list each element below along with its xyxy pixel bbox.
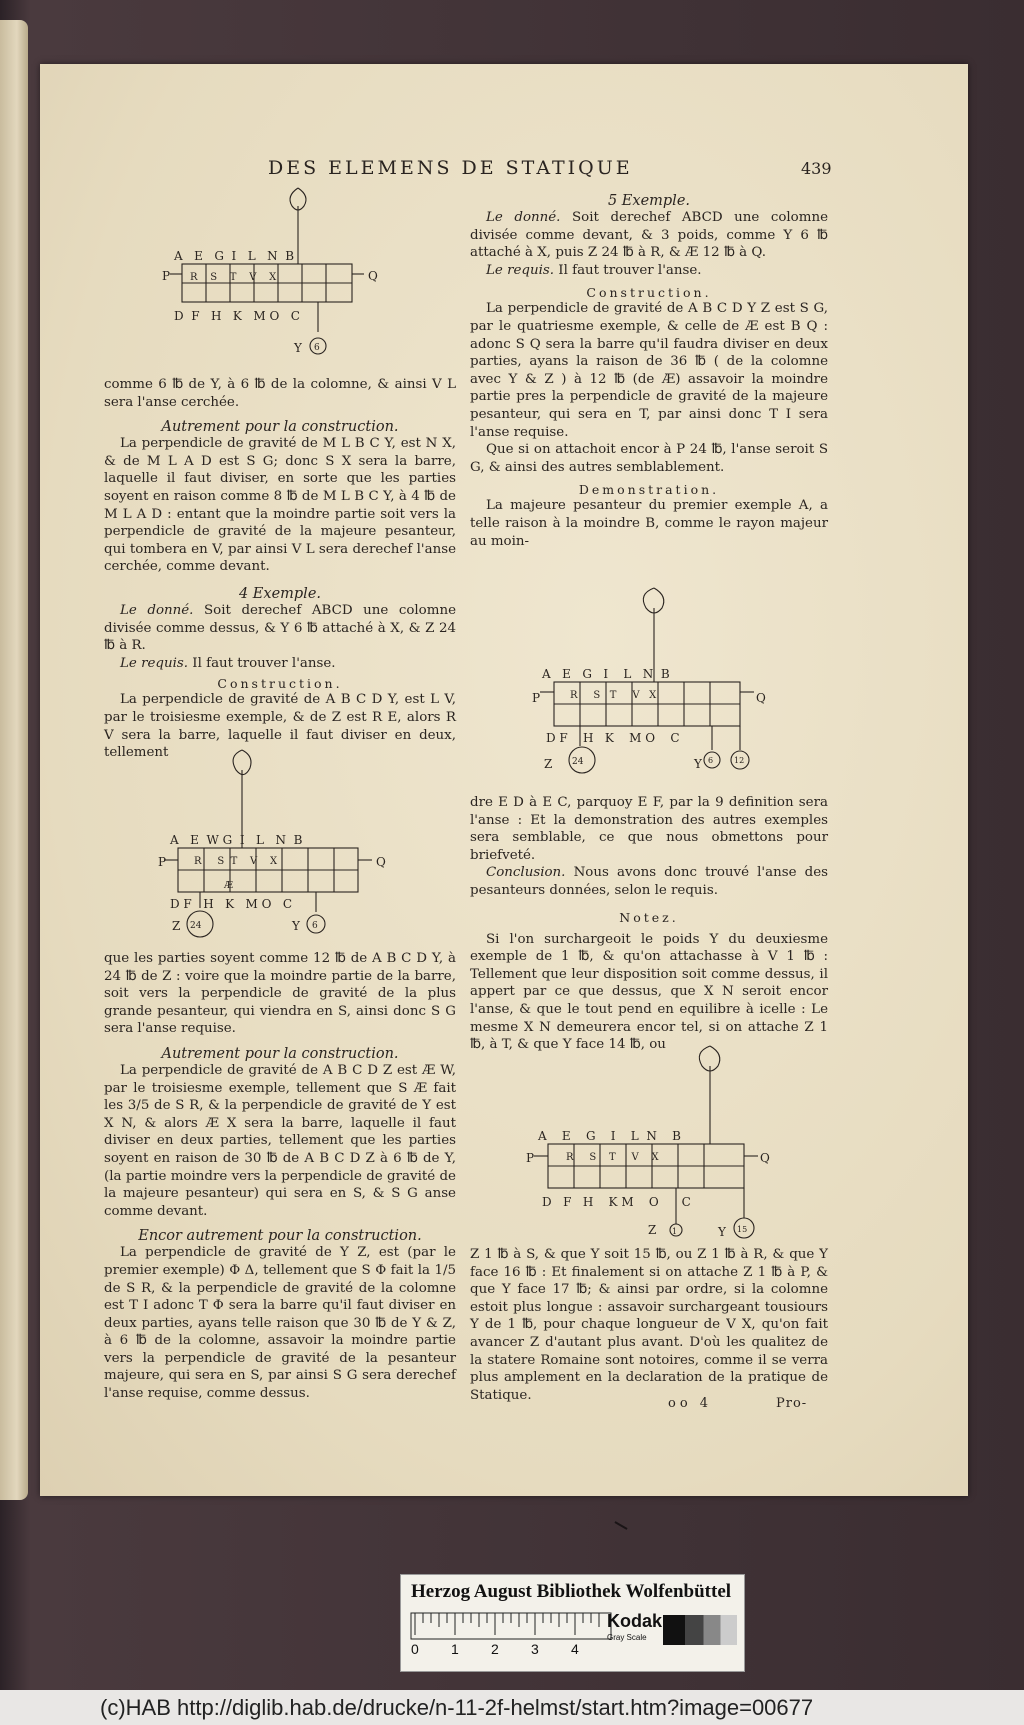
running-head: DES ELEMENS DE STATIQUE — [268, 157, 633, 179]
right-heading-notez: Notez. — [619, 909, 679, 925]
right-para-requis — [470, 262, 828, 280]
donne-label-right: Le donné. — [486, 210, 561, 225]
left-para-requis — [104, 655, 456, 673]
donne-text-right: Soit derechef ABCD une colomne divisée comme devant, & 3 poids, comme Y 6 ℔ attaché à X, puis Z 24 ℔ à R, & Æ 12 ℔ à Q. — [470, 210, 828, 261]
figure-3 — [530, 586, 780, 776]
kodak-logo: Kodak — [607, 1611, 663, 1631]
right-column-lower — [470, 1246, 828, 1404]
fig1-top-labels: A E G I L N B — [174, 249, 295, 263]
library-color-card: Herzog August Bibliothek Wolfenbüttel 0 1 2 3 4 Kodak Gray Scale — [400, 1574, 745, 1672]
left-column-lower — [104, 950, 456, 1403]
svg-text:D F H K M O C: D F H K M O C — [542, 1195, 691, 1209]
requis-text: Il faut trouver l'anse. — [192, 655, 336, 671]
svg-text:D F H K M O C: D F H K M O C — [170, 897, 293, 911]
svg-text:6: 6 — [708, 756, 714, 765]
svg-text:D F H K M O C: D F H K M O C — [174, 309, 300, 323]
figure-4-svg — [528, 1044, 778, 1244]
svg-text:1: 1 — [672, 1227, 678, 1236]
conclusion-text: Nous avons donc trouvé l'anse des pesanteurs données, selon le requis. — [470, 865, 828, 898]
svg-text:P: P — [162, 269, 171, 283]
svg-text:Y: Y — [718, 1225, 726, 1239]
svg-text:Z: Z — [172, 919, 181, 933]
footer-url-bar: (c)HAB http://diglib.hab.de/drucke/n-11-2f-helmst/start.htm?image=00677 — [0, 1690, 1024, 1725]
signature-mark: oo 4 — [668, 1396, 713, 1411]
svg-text:Q: Q — [376, 855, 386, 869]
svg-text:24: 24 — [572, 757, 584, 767]
svg-text:Q: Q — [368, 269, 378, 283]
svg-text:R S T V X: R S T V X — [190, 272, 277, 283]
right-heading-demonstration: Demonstration. — [578, 482, 720, 498]
figure-1-svg — [160, 186, 400, 366]
right-column-middle — [470, 794, 828, 1054]
figure-3-svg — [530, 586, 780, 776]
svg-text:A E G I L N B: A E G I L N B — [538, 1129, 681, 1143]
left-heading-encor: Encor autrement pour la construction. — [138, 1228, 422, 1245]
svg-text:Y: Y — [294, 341, 302, 355]
donne-label: Le donné. — [120, 602, 194, 618]
ruler-scale — [411, 1613, 611, 1639]
figure-2 — [160, 748, 400, 948]
svg-text:R S T V X: R S T V X — [194, 856, 278, 867]
svg-text:A E G I L N B: A E G I L N B — [542, 667, 670, 681]
left-heading-example-4: 4 Exemple. — [238, 585, 322, 602]
page-number: 439 — [801, 159, 832, 178]
svg-text:P: P — [532, 691, 541, 705]
left-para-autrement-2: La perpendicle de gravité de A B C D Z est Æ W, par le troisiesme exemple, tellement que S Æ fait les 3/5 de S R, & la perpendicle de gravité de Y est X N, & alors Æ X sera la barre, laquelle il faut diviser en deux parties, tellement que les parties soyent en raison de 30 ℔ de A B C D Z à 6 ℔ de Y, (la partie moindre vers la perpendicle de gravité de la majeure pesanteur) qui sera en S, & S G anse comme devant. — [104, 1062, 456, 1219]
figure-4 — [528, 1044, 778, 1244]
svg-text:D F H K M O C: D F H K M O C — [546, 731, 680, 745]
left-para-encor: La perpendicle de gravité de Y Z, est (par le premier exemple) Φ Δ, tellement que S Φ fait la 1/5 de S R, & la perpendicle de gravité de la colomne est T I adonc T Φ sera la barre qu'il faut diviser en deux parties, ayans telle raison que 30 ℔ de Y & Z, à 6 ℔ de la colomne, assavoir la moindre partie vers la perpendicle de gravité de la pesanteur majeure, qui sera en S, par ainsi S G sera derechef l'anse requise, comme dessus. — [104, 1245, 456, 1402]
svg-text:R S T V X: R S T V X — [570, 690, 657, 701]
figure-1 — [160, 186, 400, 366]
right-para-notez: Si l'on surchargeoit le poids Y du deuxiesme exemple de 1 ℔, & qu'on attachasse à V 1 ℔ : Tellement que leur disposition soit comme dessus, il appert par ce que dessus, que X N seroit encor l'anse, & que le tout pend en equilibre à icelle : Le mesme X N demeurera encor tel, si on attache Z 1 ℔, à T, & que Y face 14 ℔, ou — [470, 931, 828, 1053]
figure-2-svg — [160, 748, 400, 948]
catchword: Pro- — [776, 1396, 808, 1411]
svg-text:12: 12 — [734, 756, 745, 765]
card-title: Herzog August Bibliothek Wolfenbüttel — [411, 1581, 732, 1602]
svg-text:Æ: Æ — [224, 881, 234, 891]
svg-text:Y: Y — [694, 757, 702, 771]
svg-text:A E W G I L N B: A E W G I L N B — [170, 833, 303, 847]
requis-label: Le requis. — [120, 655, 189, 671]
svg-text:Q: Q — [760, 1151, 770, 1165]
svg-text:P: P — [158, 855, 167, 869]
gray-scale-label: Gray Scale — [607, 1633, 647, 1642]
conclusion-label: Conclusion. — [486, 865, 566, 881]
right-para-construction: La perpendicle de gravité de A B C D Y Z est S G, par le quatriesme exemple, & celle de Æ est B Q : adonc S Q sera la barre qu'il faudra diviser en deux parties, ayans la raison de 36 ℔ ( de la colomne avec Y & Z ) à 12 ℔ (de Æ) assavoir la moindre partie pres la perpendicle de gravité de la majeure pesanteur, qui sera en T, par ainsi donc T I sera l'anse requise. — [470, 301, 828, 440]
right-heading-example-5: 5 Exemple. — [607, 193, 691, 209]
svg-text:24: 24 — [190, 921, 202, 931]
right-para-construction-2: Que si on attachoit encor à P 24 ℔, l'anse seroit S G, & ainsi des autres semblablement. — [470, 442, 828, 475]
requis-label-right: Le requis. — [486, 262, 555, 278]
right-para-donne — [470, 209, 828, 262]
svg-text:15: 15 — [737, 1225, 748, 1234]
svg-text:6: 6 — [314, 343, 320, 353]
right-para-demonstration: La majeure pesanteur du premier exemple A, a telle raison à la moindre B, comme le rayon majeur au moin- — [470, 498, 828, 549]
right-heading-construction: Construction. — [586, 285, 712, 301]
right-para-conclusion — [470, 864, 828, 899]
svg-text:6: 6 — [312, 921, 318, 931]
left-para-autrement-1: La perpendicle de gravité de M L B C Y, est N X, & de M L A D est S G; donc S X sera la barre, laquelle il faut diviser, en sorte que les parties soyent en raison comme 8 ℔ de M L B C Y, à 4 ℔ de M L A D : entant que la moindre partie soit vers la perpendicle de gravité de la majeure pesanteur, qui tombera en V, par ainsi V L sera derechef l'anse cerchée, comme devant. — [104, 436, 456, 575]
requis-text-right: Il faut trouver l'anse. — [558, 262, 702, 278]
left-para-continuation: comme 6 ℔ de Y, à 6 ℔ de la colomne, & ainsi V L sera l'anse cerchée. — [104, 377, 456, 410]
svg-text:P: P — [526, 1151, 535, 1165]
svg-text:R S T V X: R S T V X — [566, 1152, 659, 1163]
left-column — [104, 376, 456, 762]
left-para-after-figure: que les parties soyent comme 12 ℔ de A B C D Y, à 24 ℔ de Z : voire que la moindre partie de la barre, soit vers la perpendicle de gravité de la plus grande pesanteur, qui viendra en S, ainsi donc S G sera l'anse requise. — [104, 951, 456, 1037]
donne-text: Soit derechef ABCD une colomne divisée comme dessus, & Y 6 ℔ attaché à X, & Z 24 ℔ à R. — [104, 602, 456, 654]
svg-text:Q: Q — [756, 691, 766, 705]
svg-text:Y: Y — [292, 919, 300, 933]
right-column — [470, 193, 828, 550]
right-para-demonstration-2: dre E D à E C, parquoy E F, par la 9 definition sera l'anse : Et la demonstration des autres exemples sera semblable, ce que nous obmettons pour briefveté. — [470, 795, 828, 863]
right-para-final: Z 1 ℔ à S, & que Y soit 15 ℔, ou Z 1 ℔ à R, & que Y face 16 ℔ : Et finalement si on attache Z 1 ℔ à P, & que Y face 17 ℔; & ainsi par ordre, si la colomne estoit plus longue : assavoir surchargeant tousiours Y de 1 ℔, pour chaque longueur de V X, qu'on fait avancer Z d'autant plus avant. D'où les qualitez de la statere Romaine sont notoires, comme il se verra plus amplement en la declaration de la pratique de Statique. — [470, 1247, 828, 1403]
left-heading-autrement-1: Autrement pour la construction. — [161, 419, 399, 436]
left-para-donne — [104, 602, 456, 655]
left-heading-construction: Construction. — [217, 676, 343, 692]
svg-text:Z: Z — [648, 1223, 657, 1237]
facing-page-edge — [0, 20, 28, 1500]
left-heading-autrement-2: Autrement pour la construction. — [161, 1045, 399, 1062]
gray-scale-patches — [663, 1615, 737, 1645]
left-para-construction: La perpendicle de gravité de A B C D Y, est L V, par le troisiesme exemple, & de Z est R E, alors R V sera la barre, laquelle il faut diviser en deux, tellement — [104, 692, 456, 761]
svg-text:Z: Z — [544, 757, 553, 771]
